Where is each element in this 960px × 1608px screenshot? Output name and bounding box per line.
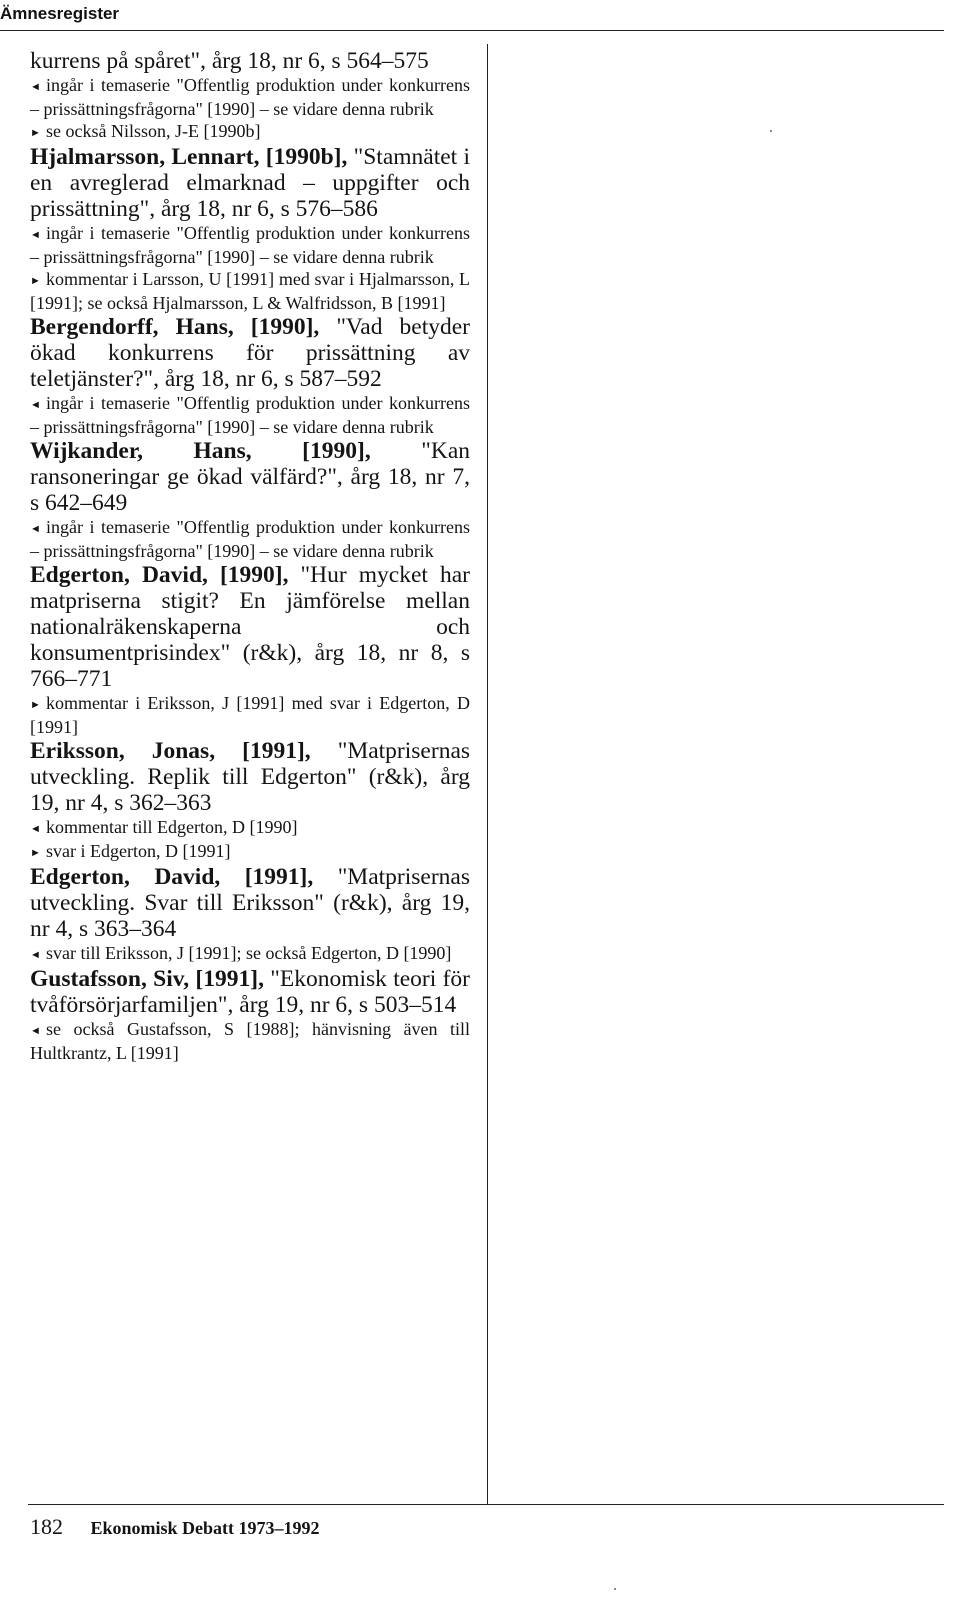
entry-note — [30, 840, 470, 864]
entry-title: kurrens på spåret", årg 18, nr 6, s 564–575 — [30, 48, 429, 74]
entry-note — [30, 516, 470, 562]
page-footer — [30, 1514, 320, 1540]
entry-note — [30, 222, 470, 268]
note-text: ingår i temaserie "Offentlig produktion under konkurrens – prissättningsfrågorna" [1990] – se vidare denna rubrik — [30, 75, 470, 119]
right-arrow-icon: ► — [30, 127, 41, 139]
note-text: se också Gustafsson, S [1988]; hänvisning även till Hultkrantz, L [1991] — [30, 1019, 470, 1063]
entry-title: "Matprisernas utveckling. Replik till Edgerton" (r&k), årg 19, nr 4, s 362–363 — [30, 738, 471, 816]
entry-author: Bergendorff, Hans, [1990], — [30, 314, 320, 340]
entry-author: Wijkander, Hans, [1990], — [30, 438, 371, 464]
entry-note — [30, 268, 470, 314]
index-column — [30, 48, 470, 1064]
entry-author: Hjalmarsson, Lennart, [1990b], — [30, 144, 348, 170]
entry-title: "Ekonomisk teori för tvåförsörjarfamiljen", årg 19, nr 6, s 503–514 — [30, 966, 470, 1018]
note-text: se också Nilsson, J-E [1990b] — [46, 121, 261, 141]
entry-heading — [30, 562, 470, 692]
note-text: kommentar i Eriksson, J [1991] med svar i Edgerton, D [1991] — [30, 693, 470, 737]
index-entry — [30, 144, 470, 314]
journal-title: Ekonomisk Debatt 1973–1992 — [90, 1518, 320, 1538]
entry-note — [30, 1018, 470, 1064]
entry-author: Gustafsson, Siv, [1991], — [30, 966, 264, 992]
right-arrow-icon: ► — [30, 275, 41, 287]
header-rule — [0, 30, 944, 31]
entry-title: "Kan ransoneringar ge ökad välfärd?", årg 18, nr 7, s 642–649 — [30, 438, 470, 516]
note-text: svar i Edgerton, D [1991] — [46, 841, 231, 861]
left-arrow-icon: ◄ — [30, 523, 41, 535]
continued-entry — [30, 48, 470, 144]
entry-note — [30, 120, 470, 144]
entry-heading — [30, 864, 470, 942]
entry-heading — [30, 738, 470, 816]
note-text: ingår i temaserie "Offentlig produktion under konkurrens – prissättningsfrågorna" [1990] – se vidare denna rubrik — [30, 393, 470, 437]
print-speck — [770, 130, 772, 132]
left-arrow-icon: ◄ — [30, 229, 41, 241]
index-entry — [30, 314, 470, 438]
index-entry — [30, 738, 470, 864]
left-arrow-icon: ◄ — [30, 823, 41, 835]
note-text: kommentar i Larsson, U [1991] med svar i Hjalmarsson, L [1991]; se också Hjalmarsson, L & Walfridsson, B [1991] — [30, 269, 470, 313]
note-text: svar till Eriksson, J [1991]; se också Edgerton, D [1990] — [46, 943, 452, 963]
entry-title: "Vad betyder ökad konkurrens för prissättning av teletjänster?", årg 18, nr 6, s 587–592 — [30, 314, 470, 392]
column-divider — [487, 44, 488, 1504]
entry-heading — [30, 966, 470, 1018]
entry-title: "Stamnätet i en avreglerad elmarknad – uppgifter och prissättning", årg 18, nr 6, s 576–586 — [30, 144, 470, 222]
entry-note — [30, 392, 470, 438]
note-text: kommentar till Edgerton, D [1990] — [46, 817, 298, 837]
entry-heading — [30, 314, 470, 392]
entry-note — [30, 816, 470, 840]
print-speck — [614, 1588, 616, 1590]
index-entry — [30, 562, 470, 738]
entry-title: "Hur mycket har matpriserna stigit? En jämförelse mellan nationalräkenskaperna och konsumentprisindex" (r&k), årg 18, nr 8, s 766–771 — [30, 562, 470, 692]
entry-author: Eriksson, Jonas, [1991], — [30, 738, 311, 764]
index-entry — [30, 966, 470, 1064]
left-arrow-icon: ◄ — [30, 399, 41, 411]
entry-author: Edgerton, David, [1990], — [30, 562, 289, 588]
entry-title: "Matprisernas utveckling. Svar till Eriksson" (r&k), årg 19, nr 4, s 363–364 — [30, 864, 470, 942]
footer-rule — [28, 1504, 944, 1505]
page-number: 182 — [30, 1514, 63, 1539]
entry-heading — [30, 438, 470, 516]
note-text: ingår i temaserie "Offentlig produktion under konkurrens – prissättningsfrågorna" [1990] – se vidare denna rubrik — [30, 517, 470, 561]
left-arrow-icon: ◄ — [30, 81, 41, 93]
note-text: ingår i temaserie "Offentlig produktion under konkurrens – prissättningsfrågorna" [1990] – se vidare denna rubrik — [30, 223, 470, 267]
index-entry — [30, 438, 470, 562]
right-arrow-icon: ► — [30, 847, 41, 859]
entry-heading — [30, 144, 470, 222]
entry-note — [30, 942, 470, 966]
entry-note — [30, 74, 470, 120]
right-arrow-icon: ► — [30, 699, 41, 711]
left-arrow-icon: ◄ — [30, 949, 41, 961]
left-arrow-icon: ◄ — [30, 1025, 41, 1037]
running-head: Ämnesregister — [0, 4, 120, 23]
entry-note — [30, 692, 470, 738]
index-entry — [30, 864, 470, 966]
entry-author: Edgerton, David, [1991], — [30, 864, 314, 890]
